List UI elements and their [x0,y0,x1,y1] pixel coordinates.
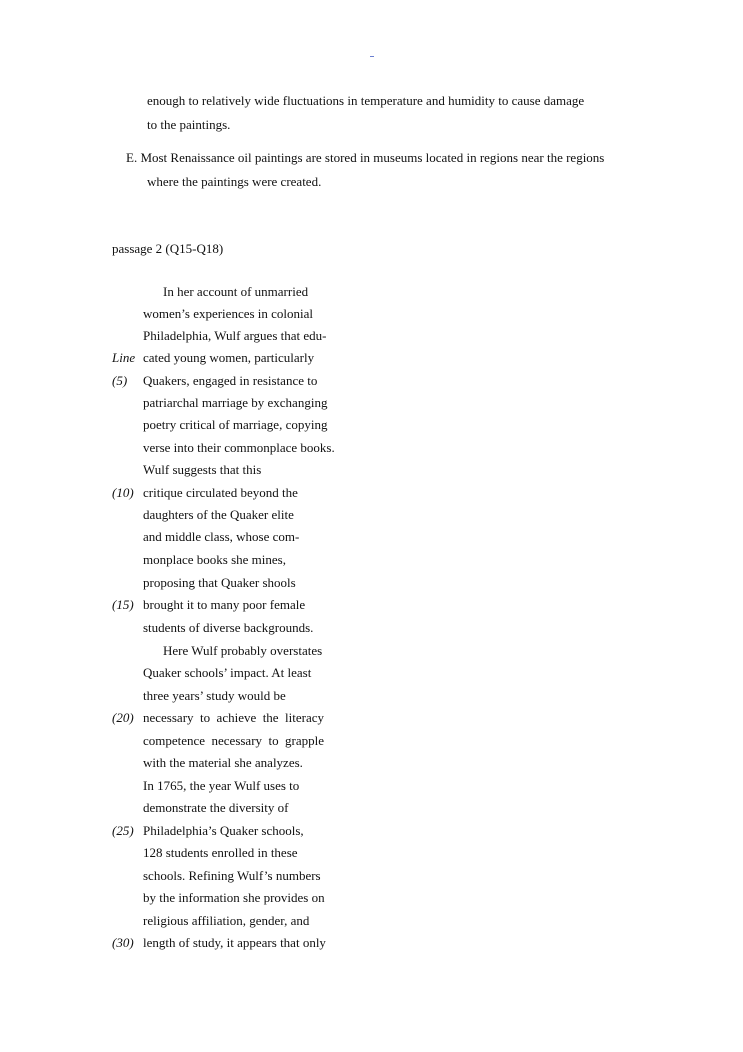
passage-line: brought it to many poor female [143,597,306,612]
passage-line: proposing that Quaker shools [143,575,296,590]
line-number-30: (30) [112,935,134,950]
passage-line: demonstrate the diversity of [143,800,289,815]
option-d-continued-line-1: enough to relatively wide fluctuations in temperature and humidity to cause damage [147,93,585,108]
line-number-10: (10) [112,485,134,500]
passage-line: cated young women, particularly [143,350,315,365]
option-e-line-2: where the paintings were created. [147,174,322,189]
passage-line: daughters of the Quaker elite [143,507,294,522]
passage-line: women’s experiences in colonial [143,306,314,321]
passage-line: Quakers, engaged in resistance to [143,373,318,388]
passage-line: Philadelphia’s Quaker schools, [143,823,304,838]
passage-line: 128 students enrolled in these [143,845,298,860]
passage-line: Here Wulf probably overstates [163,643,323,658]
passage-line: critique circulated beyond the [143,485,298,500]
line-number-25: (25) [112,823,134,838]
passage-line: Philadelphia, Wulf argues that edu- [143,328,327,343]
passage-line [143,710,324,726]
passage-line: In her account of unmarried [163,284,309,299]
passage-line: students of diverse backgrounds. [143,620,314,635]
passage-line-text: necessary to achieve the literacy [143,710,324,725]
passage-line: In 1765, the year Wulf uses to [143,778,300,793]
passage-line-text: competence necessary to grapple [143,733,324,748]
passage-line: Wulf suggests that this [143,462,262,477]
passage-line: and middle class, whose com- [143,529,300,544]
option-e-line-1: E. Most Renaissance oil paintings are stored in museums located in regions near the regions [126,150,605,165]
passage-line: patriarchal marriage by exchanging [143,395,328,410]
passage-line: Quaker schools’ impact. At least [143,665,312,680]
section-label: passage 2 (Q15-Q18) [112,241,224,256]
line-number-15: (15) [112,597,134,612]
passage-line: length of study, it appears that only [143,935,326,950]
passage-line [143,733,324,749]
passage-line: by the information she provides on [143,890,325,905]
passage-line: schools. Refining Wulf’s numbers [143,868,321,883]
passage-line: verse into their commonplace books. [143,440,335,455]
passage-line: religious affiliation, gender, and [143,913,310,928]
line-label: Line [112,350,136,365]
option-d-continued-line-2: to the paintings. [147,117,231,132]
passage-line: monplace books she mines, [143,552,286,567]
passage-line: with the material she analyzes. [143,755,303,770]
line-number-20: (20) [112,710,134,725]
line-number-5: (5) [112,373,128,388]
passage-line: poetry critical of marriage, copying [143,417,328,432]
passage-line: three years’ study would be [143,688,286,703]
